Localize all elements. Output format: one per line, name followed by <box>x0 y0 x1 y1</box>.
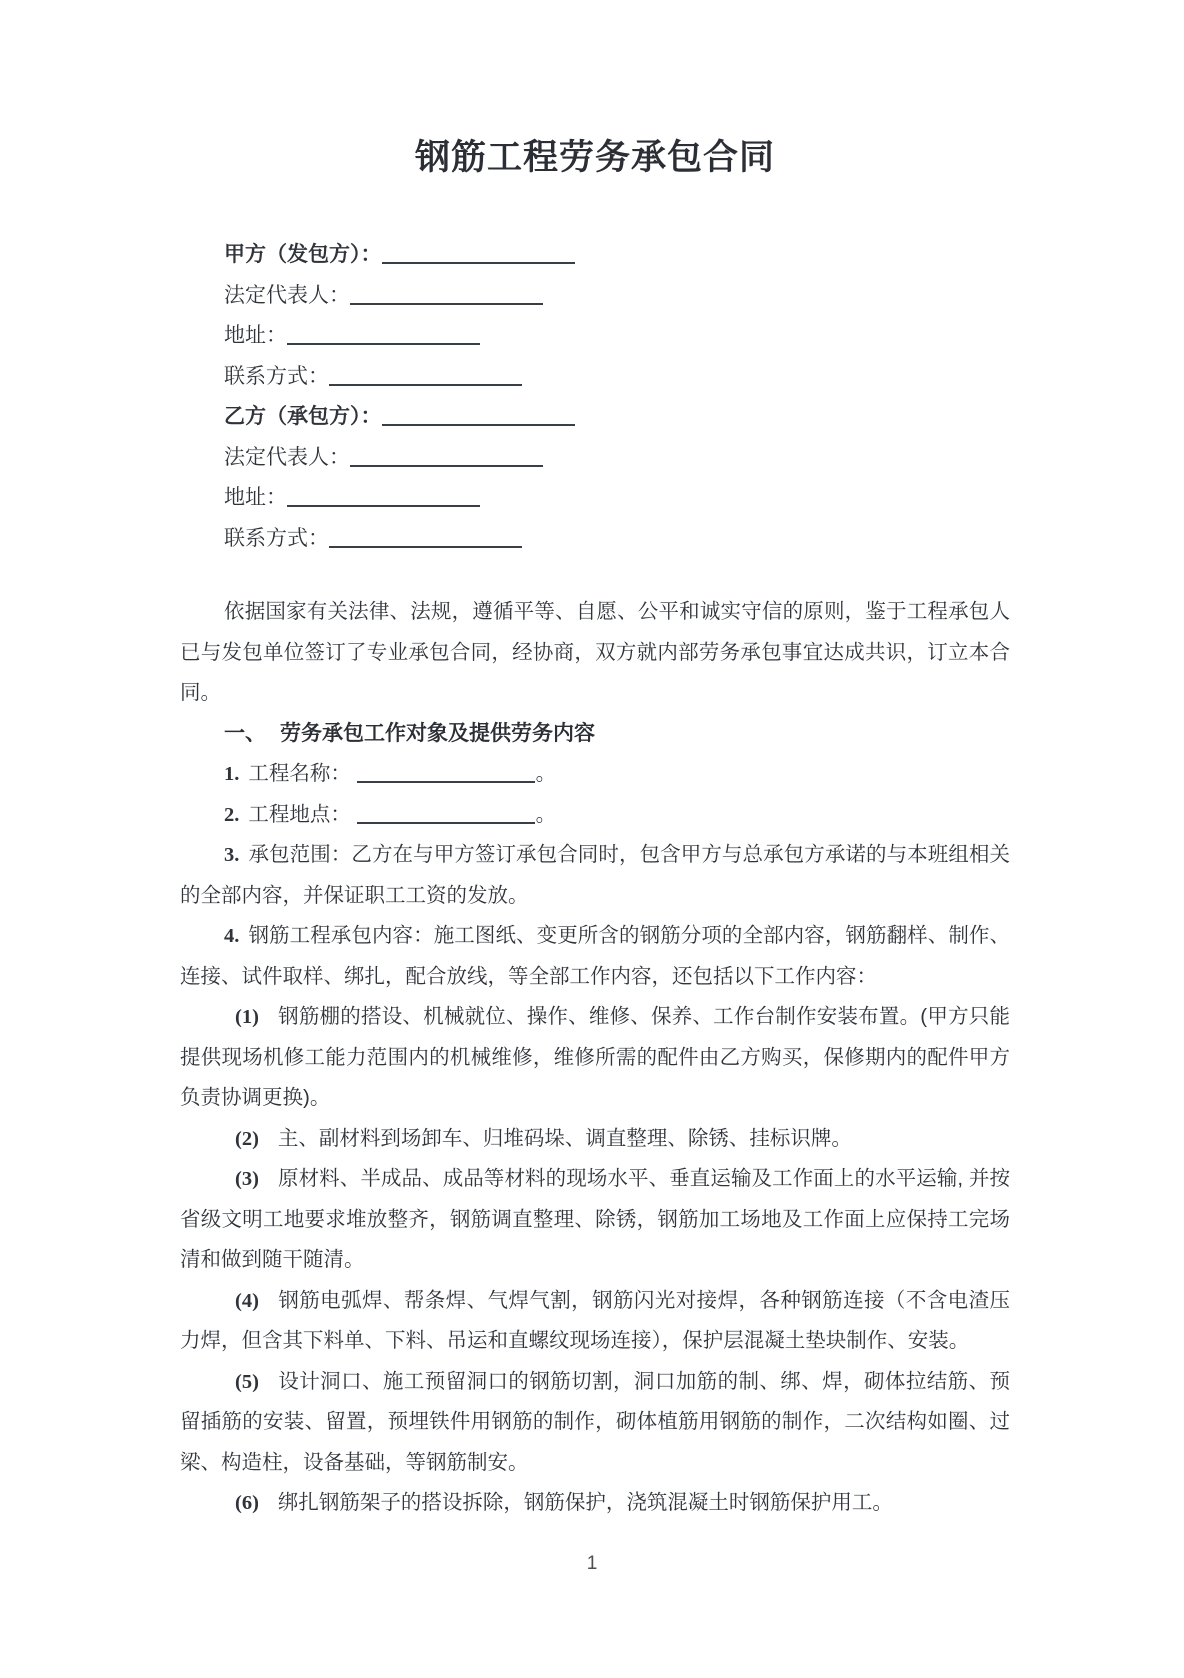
item-row <box>180 916 1010 997</box>
party-field-label: 法定代表人： <box>224 445 350 469</box>
page-title: 钢筋工程劳务承包合同 <box>414 138 775 177</box>
item-number: (6) <box>235 1492 259 1514</box>
fill-in-blank-line <box>350 446 543 467</box>
item-row <box>180 1362 1010 1484</box>
item-row <box>180 1119 1010 1160</box>
fill-in-blank-line <box>329 365 522 386</box>
item-number: (5) <box>235 1370 259 1393</box>
item-number: (3) <box>235 1168 259 1190</box>
page-number: 1 <box>586 1553 598 1574</box>
item-row <box>180 1483 1010 1524</box>
party-field-label: 联系方式： <box>224 364 329 388</box>
item-number: 4. <box>224 925 240 947</box>
item-number: (2) <box>235 1127 259 1150</box>
item-row <box>180 1159 1010 1281</box>
item-row <box>180 795 1010 836</box>
item-text: 设计洞口、施工预留洞口的钢筋切割，洞口加筋的制、绑、焊，砌体拉结筋、预留插筋的安装、留置，预埋铁件用钢筋的制作，砌体植筋用钢筋的制作，二次结构如圈、过梁、构造柱，设备基础，等钢筋制安。 <box>180 1369 1010 1474</box>
party-field-row <box>180 276 1010 317</box>
party-field-label: 甲方（发包方）： <box>224 243 382 266</box>
item-text: 工程名称： <box>248 762 351 785</box>
item-text: 钢筋棚的搭设、机械就位、操作、维修、保养、工作台制作安装布置。(甲方只能提供现场机修工能力范围内的机械维修，维修所需的配件由乙方购买，保修期内的配件甲方负责协调更换)。 <box>180 1005 1010 1109</box>
party-field-label: 地址： <box>224 486 287 509</box>
party-field-label: 乙方（承包方）： <box>224 405 382 428</box>
fill-in-blank-line <box>382 405 575 426</box>
party-field-row <box>180 316 1010 357</box>
item-text: 钢筋工程承包内容：施工图纸、变更所含的钢筋分项的全部内容，钢筋翻样、制作、连接、试件取样、绑扎，配合放线，等全部工作内容，还包括以下工作内容： <box>180 924 1010 988</box>
fill-in-blank-line <box>357 763 535 783</box>
item-number: 1. <box>224 763 240 785</box>
section-subitems <box>180 997 1010 1524</box>
section-number: 一、 <box>224 721 266 745</box>
party-field-row <box>180 438 1010 479</box>
item-row <box>180 754 1010 795</box>
item-row <box>180 835 1010 916</box>
party-field-row <box>180 235 1010 276</box>
item-number: 2. <box>224 803 240 826</box>
item-text: 绑扎钢筋架子的搭设拆除，钢筋保护，浇筑混凝土时钢筋保护用工。 <box>277 1491 893 1514</box>
fill-in-blank-line <box>329 527 522 548</box>
item-number: (4) <box>235 1289 259 1312</box>
party-field-row <box>180 519 1010 560</box>
item-text: 工程地点： <box>248 802 351 826</box>
fill-in-blank-line <box>287 486 480 507</box>
item-suffix: 。 <box>535 802 557 826</box>
parties-block <box>180 235 1010 559</box>
item-text: 原材料、半成品、成品等材料的现场水平、垂直运输及工作面上的水平运输, 并按省级文明工地要求堆放整齐，钢筋调直整理、除锈，钢筋加工场地及工作面上应保持工完场清和做到随干随清。 <box>180 1167 1010 1271</box>
party-field-row <box>180 357 1010 398</box>
item-number: 3. <box>224 844 240 866</box>
preamble: 依据国家有关法律、法规，遵循平等、自愿、公平和诚实守信的原则，鉴于工程承包人已与发包单位签订了专业承包合同，经协商，双方就内部劳务承包事宜达成共识，订立本合同。 <box>180 600 1010 704</box>
section-heading <box>180 714 1010 755</box>
fill-in-blank-line <box>287 324 480 345</box>
fill-in-blank-line <box>350 284 543 305</box>
party-field-row <box>180 478 1010 519</box>
fill-in-blank-line <box>357 803 535 823</box>
party-field-row <box>180 397 1010 438</box>
item-suffix: 。 <box>535 762 557 785</box>
party-field-label: 法定代表人： <box>224 283 350 307</box>
item-row <box>180 997 1010 1119</box>
party-field-label: 联系方式： <box>224 526 329 550</box>
fill-in-blank-line <box>382 243 575 264</box>
item-text: 钢筋电弧焊、帮条焊、气焊气割，钢筋闪光对接焊，各种钢筋连接（不含电渣压力焊，但含其下料单、下料、吊运和直螺纹现场连接），保护层混凝土垫块制作、安装。 <box>180 1288 1010 1352</box>
party-field-label: 地址： <box>224 324 287 347</box>
section-items <box>180 754 1010 997</box>
section-heading-text: 劳务承包工作对象及提供劳务内容 <box>280 721 595 745</box>
item-number: (1) <box>235 1006 259 1028</box>
item-row <box>180 1281 1010 1362</box>
item-text: 承包范围：乙方在与甲方签订承包合同时，包含甲方与总承包方承诺的与本班组相关的全部内容，并保证职工工资的发放。 <box>180 843 1010 907</box>
item-text: 主、副材料到场卸车、归堆码垛、调直整理、除锈、挂标识牌。 <box>277 1126 852 1150</box>
